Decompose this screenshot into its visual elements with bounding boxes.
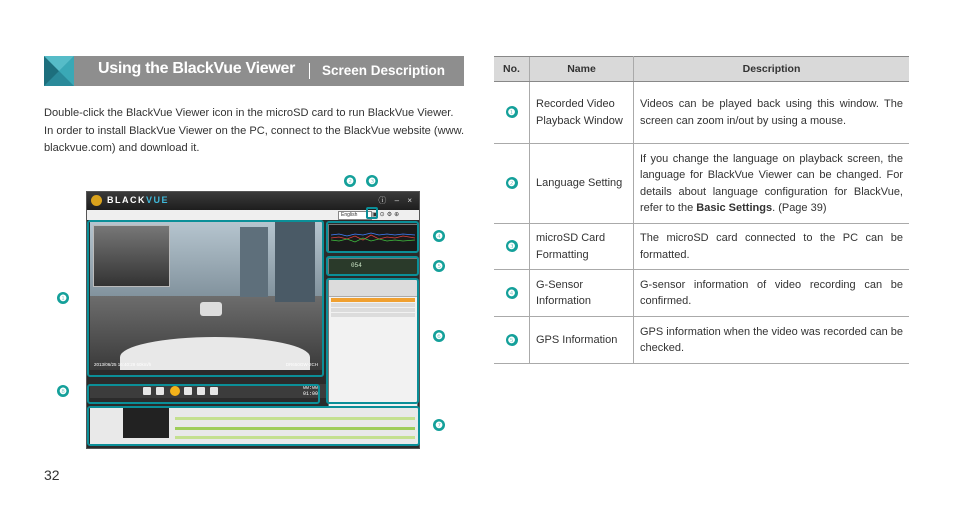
table-row (494, 317, 909, 364)
row-name: GPS Information (530, 317, 634, 364)
callout-marker-5: ❺ (433, 260, 445, 272)
row-name: Recorded Video Playback Window (530, 82, 634, 144)
language-select[interactable]: English (338, 211, 372, 220)
callout-marker-7: ❼ (433, 419, 445, 431)
row-number: ❶ (494, 82, 530, 144)
row-description: Videos can be played back using this window. The screen can zoom in/out by using a mouse. (634, 82, 910, 144)
section-title: Using the BlackVue Viewer (98, 60, 296, 77)
row-number: ❸ (494, 224, 530, 270)
section-subtitle: Screen Description (322, 63, 446, 78)
callout-marker-2: ❷ (344, 175, 356, 187)
col-header-no: No. (494, 57, 530, 82)
row-name: microSD Card Formatting (530, 224, 634, 270)
row-name: Language Setting (530, 144, 634, 224)
row-description: G-sensor information of video recording can be confirmed. (634, 270, 910, 317)
intro-paragraph-1: Double-click the BlackVue Viewer icon in the microSD card to run BlackVue Viewer. (44, 107, 454, 119)
viewer-logo-text: BLACKVUE (107, 195, 170, 205)
callout-marker-4: ❹ (433, 230, 445, 242)
callout-outline-1 (87, 220, 324, 377)
callout-outline-6 (326, 278, 419, 404)
screen-description-table (494, 56, 909, 364)
callout-marker-3: ❸ (366, 175, 378, 187)
callout-marker-1: ❶ (57, 292, 69, 304)
video-osd-left: 2013/06/25 16:40:29 60km/h (94, 362, 152, 367)
intro-text (44, 105, 469, 158)
table-header-row (494, 57, 909, 82)
col-header-description: Description (634, 57, 910, 82)
row-number: ❹ (494, 270, 530, 317)
timecode: 00:00 01:00 (303, 385, 319, 397)
callout-marker-6: ❻ (433, 330, 445, 342)
row-description: The microSD card connected to the PC can be formatted. (634, 224, 910, 270)
viewer-logo-icon (91, 195, 102, 206)
row-number: ❷ (494, 144, 530, 224)
basic-settings-ref: Basic Settings (696, 202, 773, 214)
video-osd-right: DR650GW-2CH (285, 362, 318, 367)
intro-paragraph-2: In order to install BlackVue Viewer on the PC, connect to the BlackVue website (www. blackvue.com) and download it. (44, 124, 465, 154)
table-row (494, 82, 909, 144)
table-row (494, 224, 909, 270)
callout-outline-3 (366, 207, 378, 219)
page-number: 32 (44, 467, 60, 483)
callout-outline-4 (326, 221, 419, 253)
row-name: G-Sensor Information (530, 270, 634, 317)
callout-outline-5 (326, 256, 419, 276)
row-description: GPS information when the video was recorded can be checked. (634, 317, 910, 364)
callout-outline-7 (87, 406, 420, 446)
table-row (494, 270, 909, 317)
toolbar-icons[interactable]: ▣⊙⚙⊕ (372, 212, 402, 218)
col-header-name: Name (530, 57, 634, 82)
window-buttons[interactable]: ⓘ – × (378, 196, 415, 205)
header-divider (309, 63, 310, 79)
row-description: If you change the language on playback screen, the language for BlackVue Viewer can be changed. For details about language configuration for BlackVue, refer to the Basic Settings. (Page 39) (634, 144, 910, 224)
callout-marker-8: ❽ (57, 385, 69, 397)
gps-speed-readout: 054 (351, 262, 362, 269)
row-number: ❺ (494, 317, 530, 364)
callout-outline-8 (87, 384, 320, 404)
table-row (494, 144, 909, 224)
blackvue-logo-icon (44, 56, 74, 86)
